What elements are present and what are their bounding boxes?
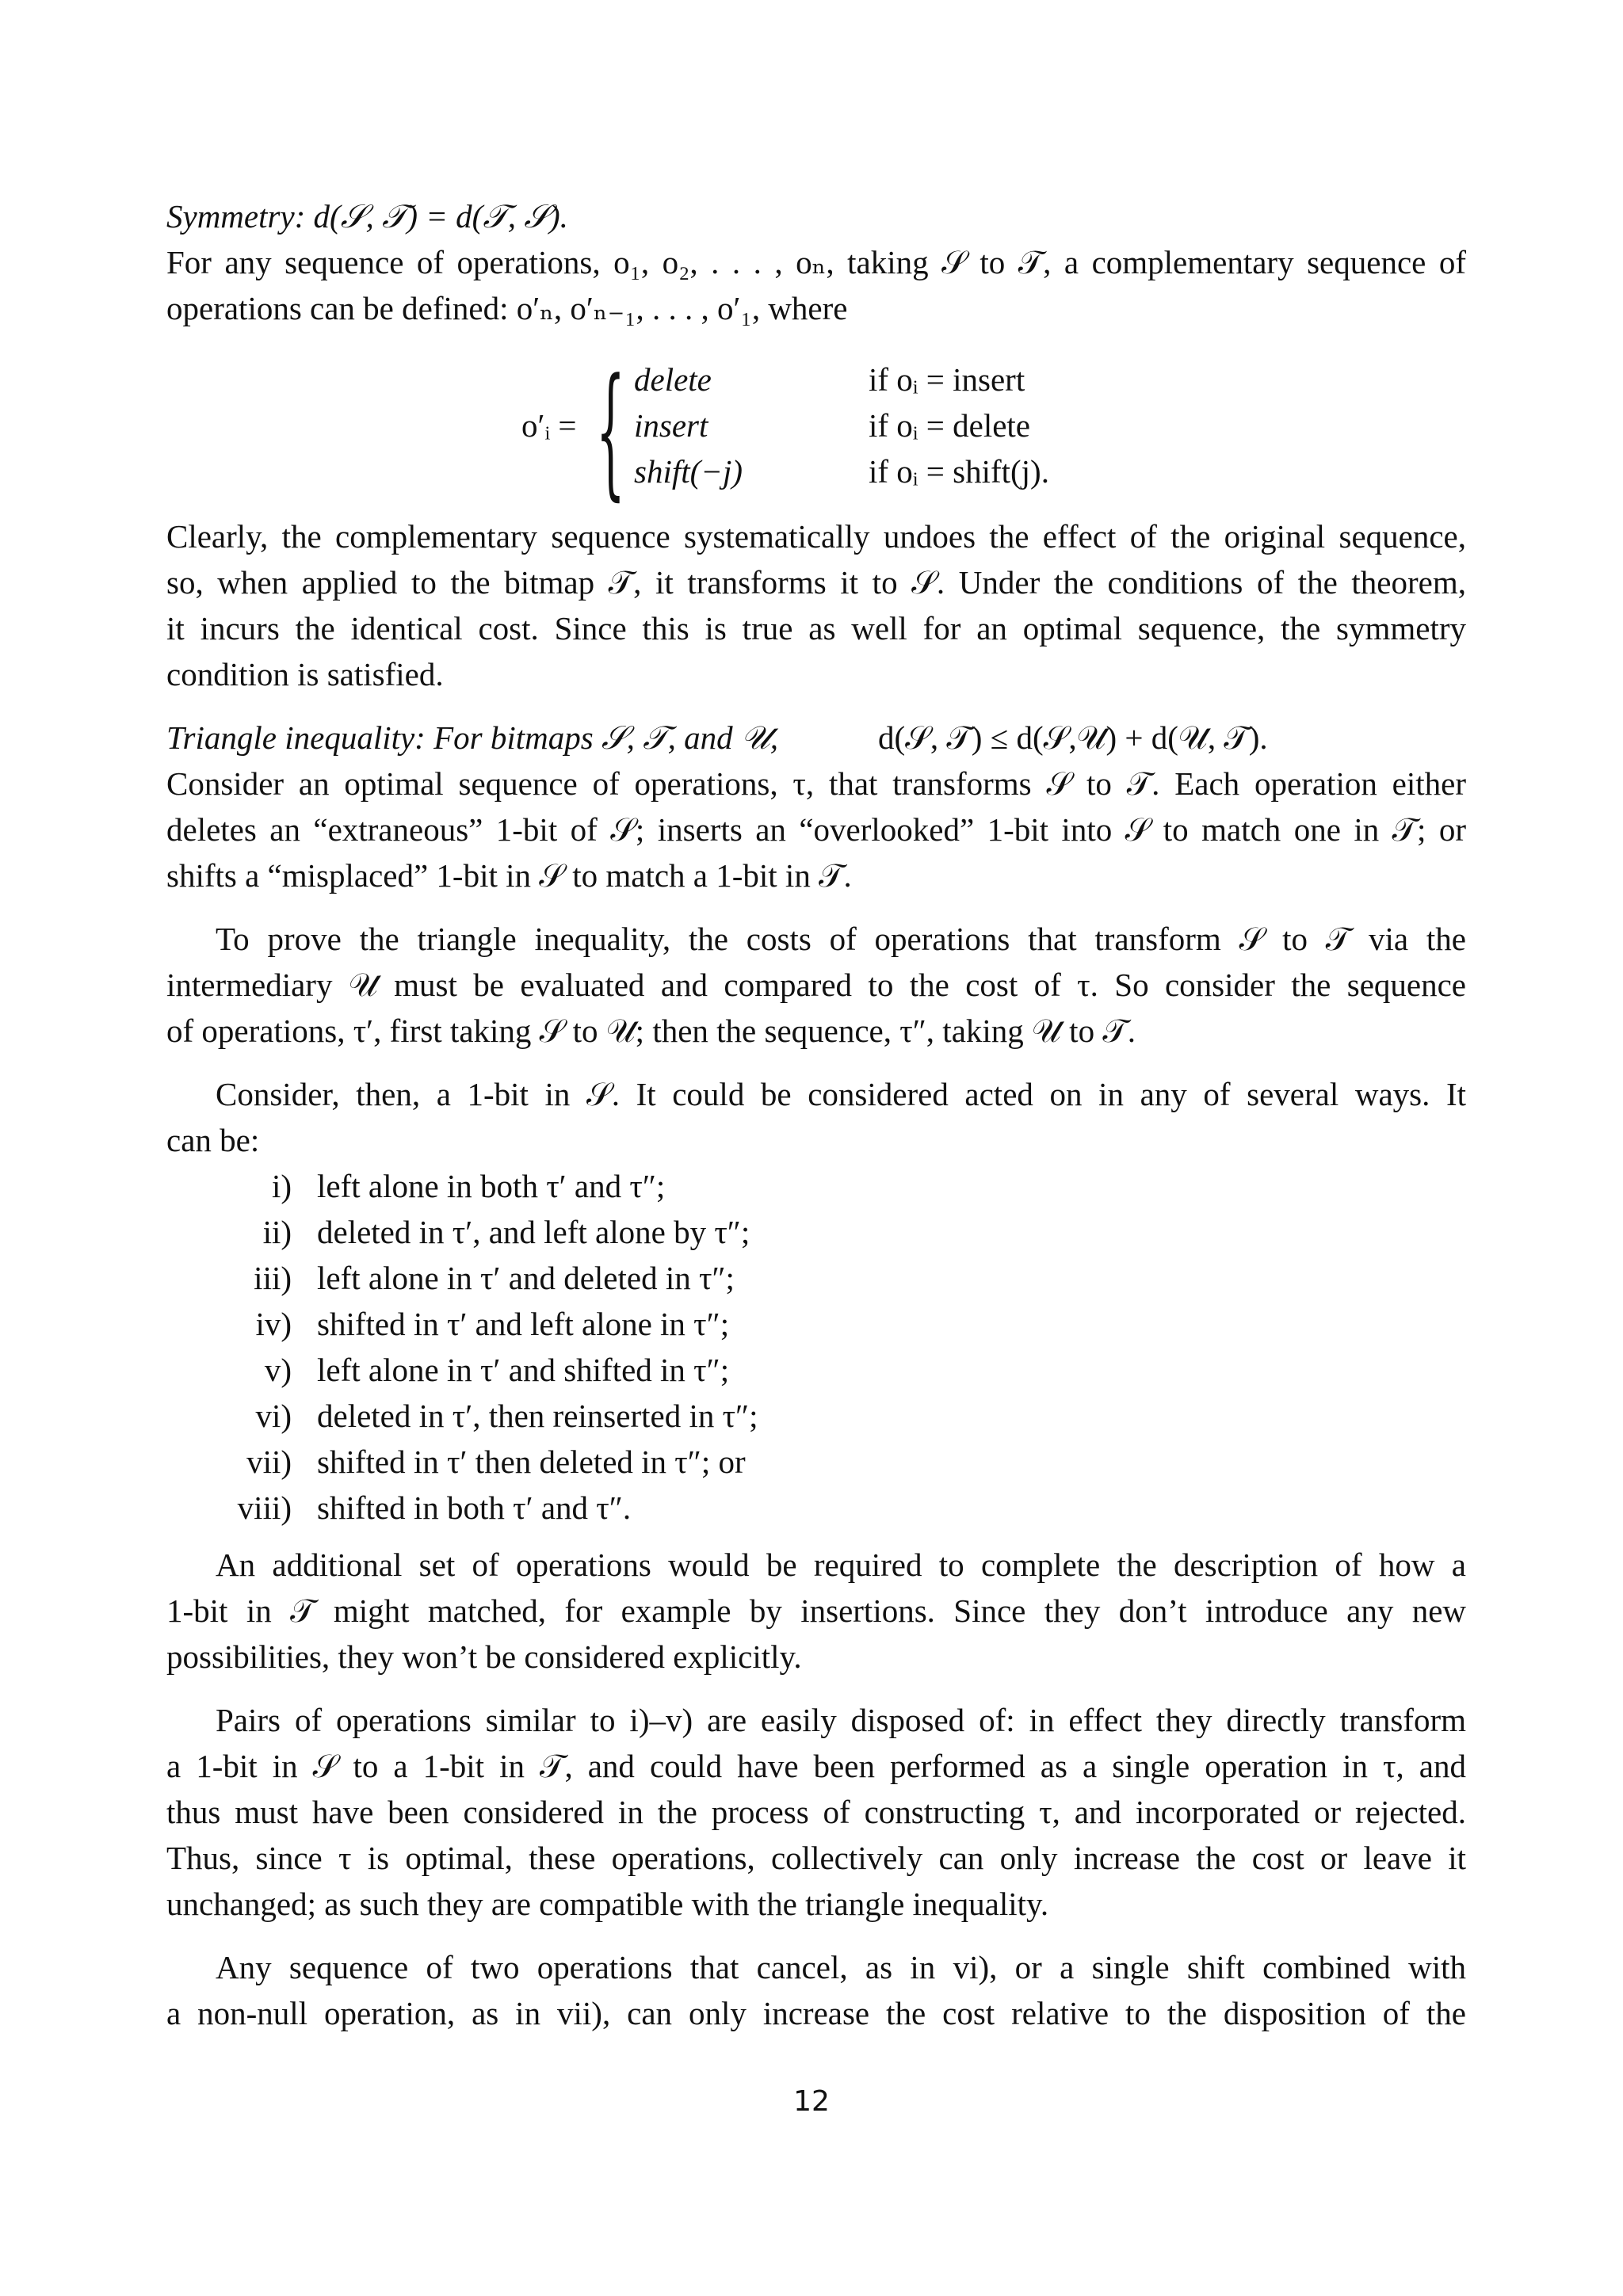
list-item: deleted in τ′, then reinserted in τ″; — [317, 1398, 758, 1434]
list-item-num: v) — [264, 1352, 292, 1388]
pairs-line-2: a 1-bit in 𝒮 to a 1-bit in 𝒯, and could have been performed as a single operation in τ, and — [166, 1748, 1466, 1784]
list-item: deleted in τ′, and left alone by τ″; — [317, 1214, 750, 1250]
case-cond-1: if oᵢ = insert — [869, 361, 1025, 398]
additional-line-3: possibilities, they won’t be considered explicitly. — [166, 1638, 802, 1675]
list-item-num: viii) — [237, 1489, 292, 1526]
any-line-2: a non-null operation, as in vii), can only increase the cost relative to the disposition of the — [166, 1995, 1466, 2031]
triangle-line-2: deletes an “extraneous” 1-bit of 𝒮; inserts an “overlooked” 1-bit into 𝒮 to match one in 𝒯; or — [166, 811, 1466, 848]
prove-line-1: To prove the triangle inequality, the costs of operations that transform 𝒮 to 𝒯 via the — [216, 921, 1466, 957]
list-item: shifted in τ′ then deleted in τ″; or — [317, 1444, 746, 1480]
consider-line-2: can be: — [166, 1122, 260, 1158]
triangle-line-3: shifts a “misplaced” 1-bit in 𝒮 to match a 1-bit in 𝒯. — [166, 857, 852, 894]
symmetry-label: Symmetry: d(𝒮, 𝒯) = d(𝒯, 𝒮). — [166, 198, 568, 235]
triangle-formula: d(𝒮, 𝒯) ≤ d(𝒮,𝒰) + d(𝒰, 𝒯). — [878, 719, 1268, 756]
case-op-3: shift(−j) — [634, 453, 743, 490]
list-item-num: ii) — [262, 1214, 292, 1250]
list-item: left alone in τ′ and deleted in τ″; — [317, 1260, 735, 1296]
clearly-line-1: Clearly, the complementary sequence systematically undoes the effect of the original sequence, — [166, 518, 1466, 555]
list-item: shifted in τ′ and left alone in τ″; — [317, 1306, 730, 1342]
list-item-num: vii) — [246, 1444, 292, 1480]
list-item-num: iv) — [255, 1306, 292, 1342]
page-number: 12 — [793, 2085, 830, 2118]
case-cond-2: if oᵢ = delete — [869, 407, 1030, 444]
list-item: left alone in τ′ and shifted in τ″; — [317, 1352, 730, 1388]
list-item: shifted in both τ′ and τ″. — [317, 1489, 632, 1526]
additional-line-1: An additional set of operations would be required to complete the description of how a — [216, 1547, 1466, 1583]
list-item-num: i) — [271, 1168, 292, 1204]
case-op-1: delete — [634, 361, 712, 398]
pairs-line-5: unchanged; as such they are compatible with the triangle inequality. — [166, 1886, 1049, 1922]
prove-line-2: intermediary 𝒰 must be evaluated and compared to the cost of τ. So consider the sequence — [166, 967, 1466, 1003]
pairs-line-4: Thus, since τ is optimal, these operations, collectively can only increase the cost or leave it — [166, 1840, 1466, 1876]
pairs-line-1: Pairs of operations similar to i)–v) are easily disposed of: in effect they directly transform — [216, 1702, 1466, 1738]
list-item: left alone in both τ′ and τ″; — [317, 1168, 666, 1204]
clearly-line-2: so, when applied to the bitmap 𝒯, it transforms it to 𝒮. Under the conditions of the theorem, — [166, 564, 1466, 601]
triangle-line-1: Consider an optimal sequence of operations, τ, that transforms 𝒮 to 𝒯. Each operation either — [166, 765, 1466, 802]
cases-lhs: o′ᵢ = — [521, 407, 577, 444]
clearly-line-3: it incurs the identical cost. Since this is true as well for an optimal sequence, the symmetry — [166, 610, 1466, 646]
triangle-label: Triangle inequality: For bitmaps 𝒮, 𝒯, and 𝒰, — [166, 719, 778, 756]
list-item-num: iii) — [254, 1260, 292, 1296]
cases-brace: { — [596, 347, 625, 515]
case-op-2: insert — [634, 407, 708, 444]
additional-line-2: 1-bit in 𝒯 might matched, for example by insertions. Since they don’t introduce any new — [166, 1592, 1466, 1629]
symmetry-line-1: For any sequence of operations, o₁, o₂, . . . , oₙ, taking 𝒮 to 𝒯, a complementary sequence of — [166, 244, 1466, 280]
list-item-num: vi) — [255, 1398, 292, 1434]
any-line-1: Any sequence of two operations that cancel, as in vi), or a single shift combined with — [216, 1949, 1466, 1985]
case-cond-3: if oᵢ = shift(j). — [869, 453, 1049, 490]
prove-line-3: of operations, τ′, first taking 𝒮 to 𝒰; then the sequence, τ″, taking 𝒰 to 𝒯. — [166, 1013, 1136, 1049]
consider-line-1: Consider, then, a 1-bit in 𝒮. It could be considered acted on in any of several ways. It — [216, 1076, 1466, 1112]
symmetry-line-2: operations can be defined: o′ₙ, o′ₙ₋₁, . . . , o′₁, where — [166, 290, 848, 326]
clearly-line-4: condition is satisfied. — [166, 656, 444, 692]
pairs-line-3: thus must have been considered in the process of constructing τ, and incorporated or rejected. — [166, 1794, 1466, 1830]
